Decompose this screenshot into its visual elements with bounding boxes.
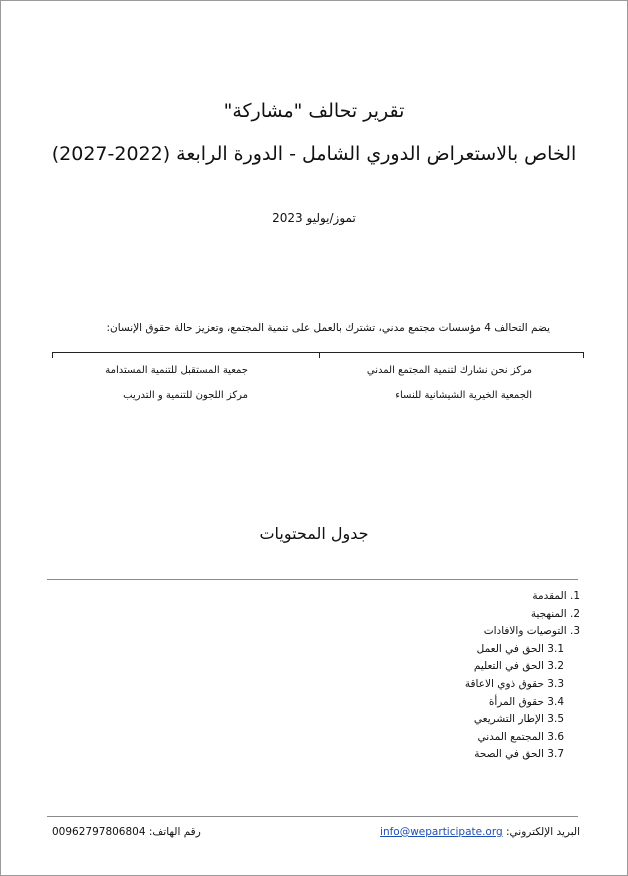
phone-label: رقم الهاتف:: [148, 826, 201, 838]
footer-email: [380, 826, 580, 838]
org-chechen-women: الجمعية الخيرية الشيشانية للنساء: [395, 390, 532, 401]
toc-text: الحق في العمل: [476, 642, 544, 655]
toc-item[interactable]: [280, 588, 580, 606]
toc-number: 3.4: [547, 695, 564, 708]
toc-item[interactable]: [280, 676, 564, 694]
table-top-border: [52, 352, 584, 353]
report-subtitle: الخاص بالاستعراض الدوري الشامل - الدورة الرابعة (2022-2027): [51, 143, 577, 165]
toc-item[interactable]: [280, 658, 564, 676]
email-label: البريد الإلكتروني:: [506, 826, 580, 838]
toc-number: 3.3: [547, 677, 564, 690]
organizations-table: [52, 352, 584, 412]
toc-number: 3.6: [547, 730, 564, 743]
toc-text: الإطار التشريعي: [473, 713, 544, 726]
toc-text: الحق في الصحة: [474, 748, 544, 761]
footer-phone: [52, 826, 201, 838]
toc-number: 1.: [569, 590, 580, 602]
table-tick: [319, 352, 320, 358]
toc-text: المجتمع المدني: [477, 730, 544, 743]
table-tick: [583, 352, 584, 358]
footer-divider: [47, 816, 578, 817]
toc-item[interactable]: [280, 623, 580, 641]
table-of-contents: [280, 588, 580, 764]
toc-item[interactable]: [280, 746, 564, 764]
toc-text: حقوق المرأة: [488, 695, 544, 708]
toc-divider: [47, 579, 578, 580]
toc-number: 3.2: [547, 660, 564, 673]
toc-item[interactable]: [280, 711, 564, 729]
toc-title: جدول المحتويات: [259, 524, 369, 543]
phone-number: 00962797806804: [52, 826, 146, 838]
toc-item[interactable]: [280, 729, 564, 747]
toc-item[interactable]: [280, 606, 580, 624]
org-we-participate: مركز نحن نشارك لتنمية المجتمع المدني: [366, 365, 532, 376]
toc-text: المقدمة: [532, 590, 567, 602]
toc-text: الحق في التعليم: [473, 660, 544, 673]
toc-text: حقوق ذوي الاعاقة: [464, 677, 544, 690]
report-date: تموز/يوليو 2023: [272, 211, 356, 225]
toc-number: 3.: [569, 625, 580, 638]
toc-number: 2.: [569, 607, 580, 620]
toc-number: 3.7: [547, 748, 564, 761]
toc-text: المنهجية: [530, 607, 567, 620]
org-lajjoun-center: مركز اللجون للتنمية و التدريب: [123, 390, 248, 401]
email-link[interactable]: info@weparticipate.org: [380, 826, 503, 838]
intro-text: يضم التحالف 4 مؤسسات مجتمع مدني، تشترك بالعمل على تنمية المجتمع، وتعزيز حالة حقوق الإنسان:: [106, 322, 550, 334]
toc-number: 3.5: [547, 713, 564, 726]
org-future-society: جمعية المستقبل للتنمية المستدامة: [105, 365, 248, 376]
toc-item[interactable]: [280, 694, 564, 712]
toc-item[interactable]: [280, 641, 564, 659]
table-tick: [52, 352, 53, 358]
toc-text: التوصيات والافادات: [483, 625, 567, 638]
toc-number: 3.1: [547, 642, 564, 655]
report-title: تقرير تحالف "مشاركة": [223, 100, 405, 122]
